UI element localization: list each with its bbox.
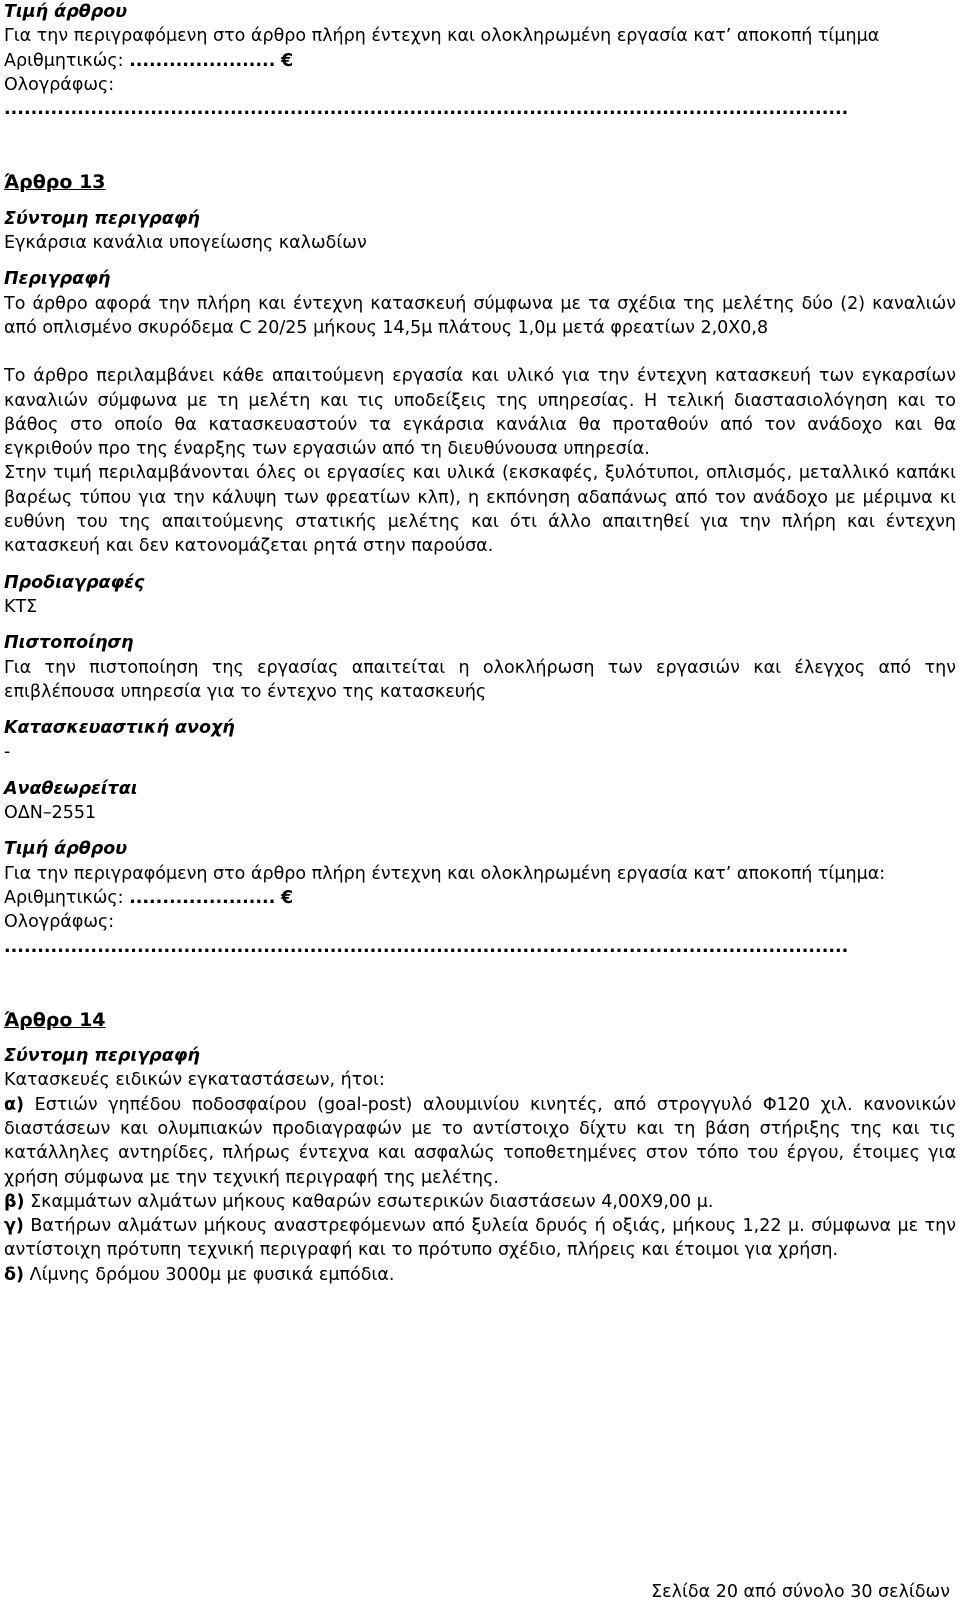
numeric-dots: ...................... — [129, 50, 276, 71]
tolerance-value: - — [4, 742, 11, 763]
description-paragraph-1: Το άρθρο αφορά την πλήρη και έντεχνη κατασκευή σύμφωνα με τα σχέδια της μελέτης δύο (2) καναλιών από οπλισμένο σκυρόδεμα C 20/25 μήκους 14,5μ πλάτους 1,0μ μετά φρεατίων 2,0Χ0,8 — [4, 293, 956, 338]
document-page — [4, 0, 956, 1287]
price-text: Για την περιγραφόμενη στο άρθρο πλήρη έντεχνη και ολοκληρωμένη εργασία κατ’ αποκοπή τίμημα: — [4, 863, 886, 884]
item-text: Εστιών γηπέδου ποδοσφαίρου (goal-post) αλουμινίου κινητές, από στρογγυλό Φ120 χιλ. κανονικών διαστάσεων και ολυμπιακών προδιαγραφών με το αντίστοιχο δίχτυ και τη βάση στήριξης της και τις κατάλληλες αντηρίδες, πλήρως έντεχνα και ασφαλώς τοποθετημένες στον τόπο του έργου, έτοιμες για χρήση σύμφωνα με την τεχνική περιγραφή της μελέτης. — [4, 1094, 956, 1188]
tolerance-heading: Κατασκευαστική ανοχή — [4, 718, 235, 739]
numeric-line — [4, 49, 956, 73]
item-label: γ) — [4, 1216, 24, 1237]
article-13 — [4, 170, 956, 958]
certification-heading: Πιστοποίηση — [4, 633, 134, 654]
words-label: Ολογράφως: — [4, 912, 115, 933]
revision-value: ΟΔΝ–2551 — [4, 803, 97, 824]
words-line — [4, 73, 956, 122]
description-paragraph-3: Στην τιμή περιλαμβάνονται όλες οι εργασίες και υλικά (εκσκαφές, ξυλότυποι, οπλισμός, μεταλλικό καπάκι βαρέως τύπου για την κάλυψη των φρεατίων κλπ), η εκπόνηση αδαπάνως από τον ανάδοχο με μέριμνα κι ευθύνη του της απαιτούμενης στατικής μελέτης και ότι άλλο απαιτηθεί για την πλήρη και έντεχνη κατασκευή και δεν κατονομάζεται ρητά στην παρούσα. — [4, 463, 956, 557]
price-section-previous — [4, 0, 956, 121]
words-dots: ............................................................................................................................... — [4, 99, 849, 120]
item-label: β) — [4, 1191, 25, 1212]
page-footer: Σελίδα 20 από σύνολο 30 σελίδων — [651, 1582, 950, 1602]
euro-icon: € — [280, 887, 294, 908]
item-text: Βατήρων αλμάτων μήκους αναστρεφόμενων από ξυλεία δρυός ή οξιάς, μήκους 1,22 μ. σύμφωνα με την αντίστοιχη πρότυπη τεχνική περιγραφή και το πρότυπο σχέδιο, πλήρεις και έτοιμοι για χρήση. — [4, 1216, 956, 1261]
price-heading: Τιμή άρθρου — [4, 2, 128, 22]
specs-heading: Προδιαγραφές — [4, 572, 145, 593]
article-14-title: Άρθρο 14 — [4, 1008, 106, 1031]
short-description: Εγκάρσια κανάλια υπογείωσης καλωδίων — [4, 233, 367, 254]
numeric-label: Αριθμητικώς: — [4, 50, 130, 71]
numeric-dots: ...................... — [129, 887, 276, 908]
short-description-heading: Σύντομη περιγραφή — [4, 208, 200, 229]
list-item — [4, 1093, 956, 1190]
list-item — [4, 1190, 956, 1214]
numeric-label: Αριθμητικώς: — [4, 887, 130, 908]
words-label: Ολογράφως: — [4, 74, 115, 95]
item-label: δ) — [4, 1264, 25, 1285]
certification-text: Για την πιστοποίηση της εργασίας απαιτείται η ολοκλήρωση των εργασιών και έλεγχος από την επιβλέπουσα υπηρεσία για το έντεχνο της κατασκευής — [4, 657, 956, 702]
list-item — [4, 1214, 956, 1263]
description-paragraph-2: Το άρθρο περιλαμβάνει κάθε απαιτούμενη εργασία και υλικό για την έντεχνη κατασκευή των εγκαρσίων καναλιών σύμφωνα με τη μελέτη και τις υποδείξεις της υπηρεσίας. Η τελική διαστασιολόγηση και το βάθος στο οποίο θα κατασκευαστούν τα εγκάρσια κανάλια θα προταθούν από τον ανάδοχο και θα εγκριθούν προ της έναρξης των εργασιών από τη διευθύνουσα υπηρεσία. — [4, 366, 956, 460]
price-text: Για την περιγραφόμενη στο άρθρο πλήρη έντεχνη και ολοκληρωμένη εργασία κατ’ αποκοπή τίμημα — [4, 26, 880, 47]
article-13-title: Άρθρο 13 — [4, 171, 106, 194]
specs-value: ΚΤΣ — [4, 596, 38, 617]
list-item — [4, 1263, 956, 1287]
price-heading: Τιμή άρθρου — [4, 839, 128, 860]
revision-heading: Αναθεωρείται — [4, 778, 138, 799]
words-dots: ............................................................................................................................... — [4, 936, 849, 957]
item-text: Σκαμμάτων αλμάτων μήκους καθαρών εσωτερικών διαστάσεων 4,00Χ9,00 μ. — [24, 1191, 714, 1212]
intro-text: Κατασκευές ειδικών εγκαταστάσεων, ήτοι: — [4, 1070, 385, 1091]
numeric-line — [4, 886, 956, 910]
item-label: α) — [4, 1094, 25, 1115]
euro-icon: € — [280, 50, 294, 71]
article-14 — [4, 1008, 956, 1287]
short-description-heading: Σύντομη περιγραφή — [4, 1046, 200, 1067]
words-line — [4, 910, 956, 959]
description-heading: Περιγραφή — [4, 269, 111, 290]
item-text: Λίμνης δρόμου 3000μ με φυσικά εμπόδια. — [24, 1264, 395, 1285]
